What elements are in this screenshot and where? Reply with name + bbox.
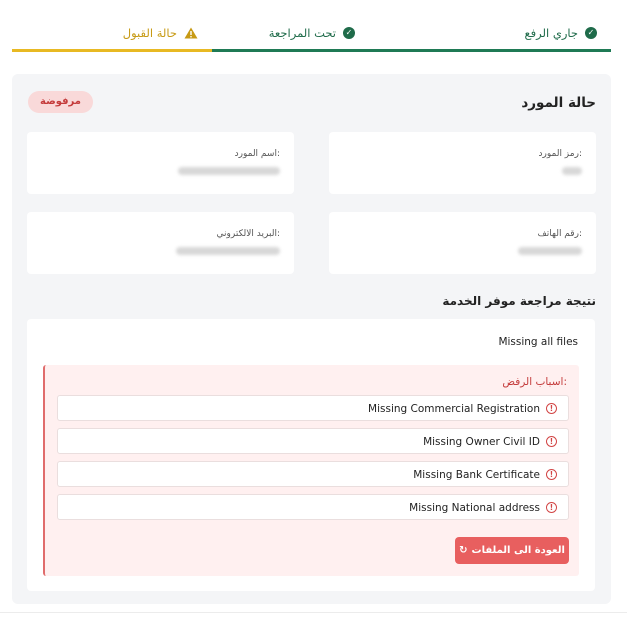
- review-result-title: نتيجة مراجعة موفر الخدمة: [442, 294, 596, 308]
- reason-text: Missing National address: [409, 502, 540, 514]
- field-label: رمز المورد:: [538, 149, 582, 159]
- step-under-review: [212, 18, 411, 52]
- step-acceptance-status: [12, 18, 212, 52]
- step-bar: [411, 49, 611, 52]
- supplier-code-card: [329, 132, 596, 194]
- alert-circle-icon: !: [546, 502, 557, 513]
- supplier-status-title: حالة المورد: [521, 95, 596, 111]
- rejection-reason: [57, 428, 569, 454]
- rejection-reason: [57, 494, 569, 520]
- alert-circle-icon: !: [546, 436, 557, 447]
- alert-circle-icon: !: [546, 469, 557, 480]
- step-bar: [12, 49, 212, 52]
- progress-stepper: [12, 18, 611, 52]
- check-icon: ✓: [343, 27, 355, 39]
- review-note: Missing all files: [498, 336, 578, 348]
- step-label: حالة القبول: [122, 26, 177, 40]
- back-to-files-label: العودة الى الملفات: [471, 545, 565, 556]
- review-result-box: [27, 319, 595, 591]
- refresh-icon: ↻: [459, 545, 468, 556]
- reason-text: Missing Owner Civil ID: [423, 436, 540, 448]
- check-icon: ✓: [585, 27, 597, 39]
- step-label: تحت المراجعة: [268, 26, 336, 40]
- redacted-value: [176, 247, 280, 255]
- step-label: جاري الرفع: [524, 26, 578, 40]
- warning-icon: [184, 27, 198, 39]
- phone-card: [329, 212, 596, 274]
- field-label: البريد الالكتروني:: [216, 229, 280, 239]
- redacted-value: [518, 247, 582, 255]
- rejection-reasons-box: [43, 365, 579, 576]
- field-label: رقم الهاتف:: [537, 229, 582, 239]
- field-label: اسم المورد:: [234, 149, 280, 159]
- redacted-value: [178, 167, 280, 175]
- divider: [0, 612, 627, 613]
- supplier-name-card: [27, 132, 294, 194]
- step-uploading: [411, 18, 611, 52]
- step-bar: [212, 49, 411, 52]
- rejection-reason: [57, 395, 569, 421]
- rejection-title: اسباب الرفض:: [502, 376, 567, 388]
- rejection-reason: [57, 461, 569, 487]
- reason-text: Missing Bank Certificate: [413, 469, 540, 481]
- back-to-files-button[interactable]: [455, 537, 569, 564]
- alert-circle-icon: !: [546, 403, 557, 414]
- supplier-status-panel: [12, 74, 611, 604]
- redacted-value: [562, 167, 582, 175]
- email-card: [27, 212, 294, 274]
- status-badge: مرفوضة: [28, 91, 93, 113]
- reason-text: Missing Commercial Registration: [368, 403, 540, 415]
